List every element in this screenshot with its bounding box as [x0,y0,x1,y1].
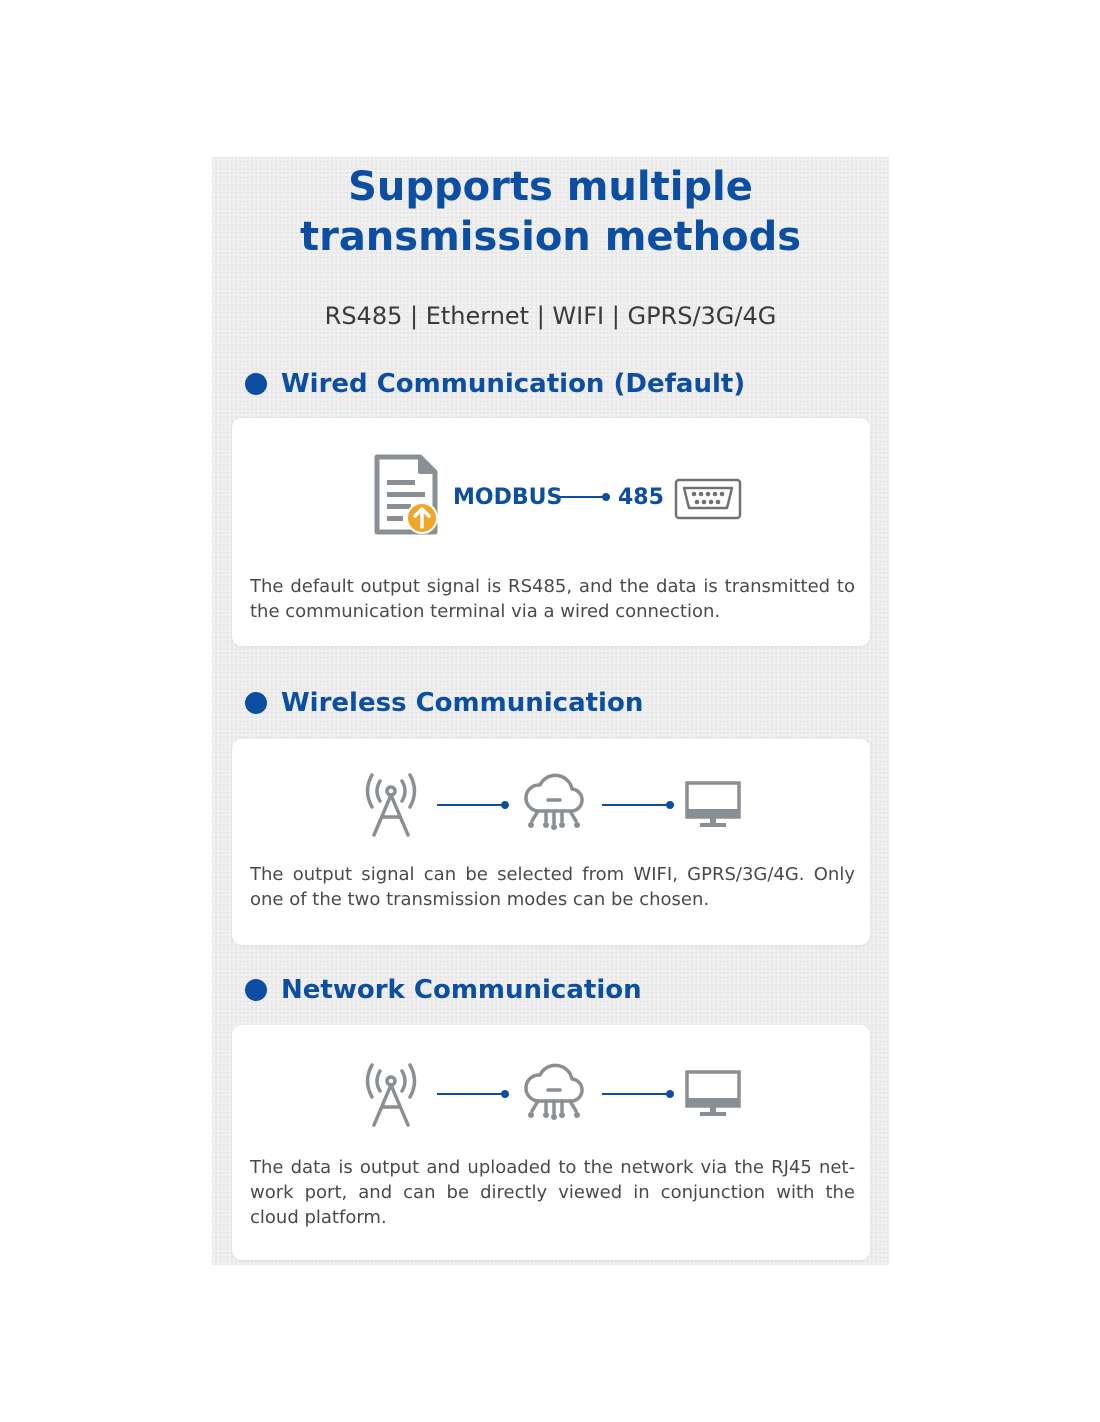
port-label: 485 [618,485,664,510]
bullet-dot-icon [245,692,267,714]
monitor-icon [684,780,742,830]
section-header-wireless [245,688,643,718]
cloud-icon [522,771,586,837]
connector-line [437,1089,511,1099]
card-wired [232,418,870,646]
card-description-wireless: The output signal can be selected from WIFI, GPRS/3G/4G. Only one of the two transmission modes can be chosen. [250,864,855,910]
content-panel [212,157,889,1265]
section-title-wired: Wired Communication (Default) [281,369,746,399]
card-wireless [232,739,870,945]
connector-line [556,492,612,502]
card-description-network: The data is output and uploaded to the network via the RJ45 net-work port, and can be directly viewed in conjunction with the cloud platform. [250,1157,855,1228]
monitor-icon [684,1069,742,1119]
page-subtitle: RS485 | Ethernet | WIFI | GPRS/3G/4G [324,302,777,330]
card-network [232,1025,870,1260]
page-title-line-2: transmission methods [299,214,802,260]
section-title-wireless: Wireless Communication [281,688,644,718]
section-header-wired [245,369,745,399]
antenna-tower-icon [360,1061,422,1127]
serial-port-icon [674,478,742,520]
connector-line [437,800,511,810]
page-title-line-1: Supports multiple [348,164,753,210]
connector-line [602,1089,676,1099]
bullet-dot-icon [245,979,267,1001]
document-upload-icon [374,454,440,538]
cloud-icon [522,1061,586,1127]
protocol-label: MODBUS [453,485,563,510]
section-header-network [245,975,642,1005]
bullet-dot-icon [245,373,267,395]
connector-line [602,800,676,810]
section-title-network: Network Communication [281,975,642,1005]
antenna-tower-icon [360,771,422,837]
card-description-wired: The default output signal is RS485, and the data is transmitted to the communication terminal via a wired connection. [250,576,855,622]
